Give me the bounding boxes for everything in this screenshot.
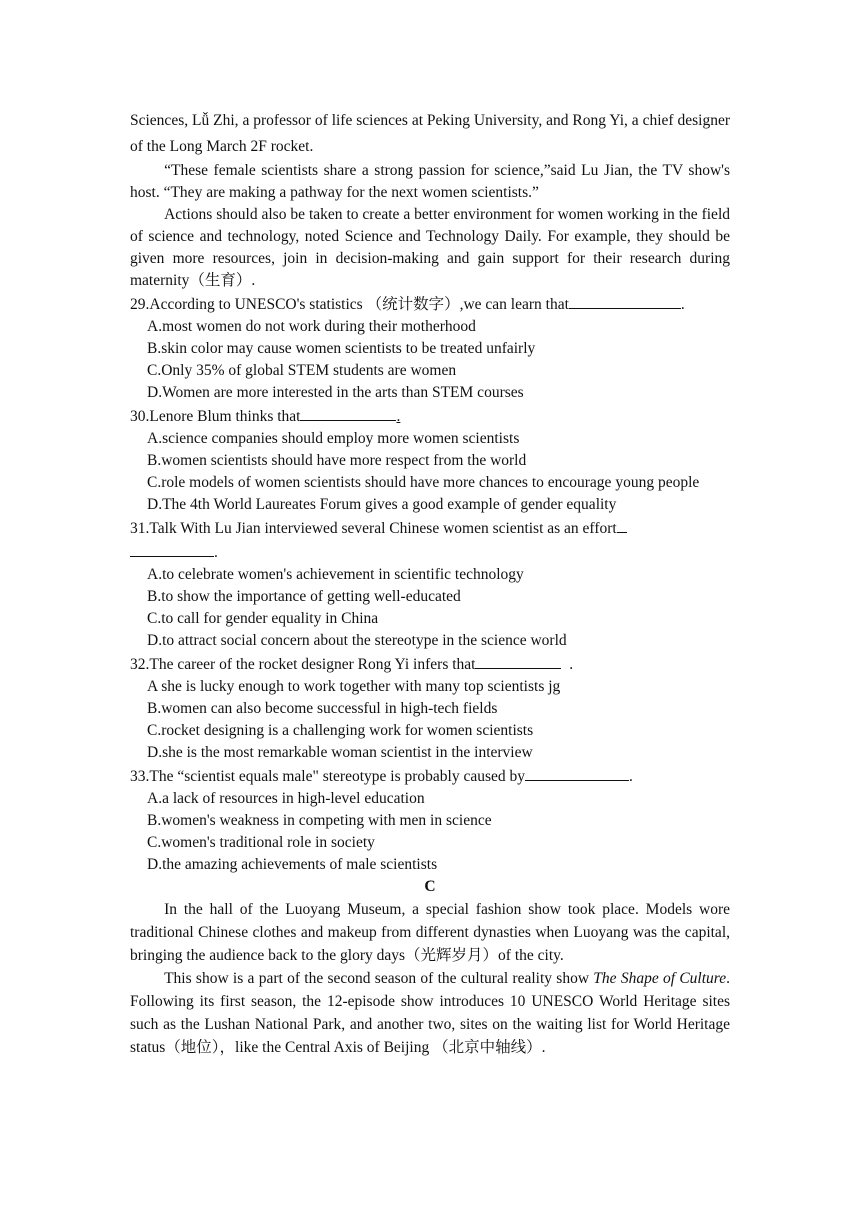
- option-d: D.to attract social concern about the stereotype in the science world: [147, 632, 567, 649]
- question-30: [130, 404, 730, 516]
- paragraph-text: This show is a part of the second season of the cultural reality show: [164, 970, 594, 987]
- option-a: A.science companies should employ more women scientists: [147, 430, 520, 447]
- show-title: The Shape of Culture: [593, 970, 727, 987]
- question-stem: 30.Lenore Blum thinks that: [130, 408, 301, 425]
- question-stem: 32.The career of the rocket designer Rong Yi infers that: [130, 656, 476, 673]
- question-end: .: [214, 544, 218, 561]
- question-end: .: [680, 296, 685, 313]
- question-32: [130, 652, 730, 764]
- answer-blank: [617, 516, 627, 533]
- answer-blank: [300, 404, 396, 421]
- option-a: A.to celebrate women's achievement in scientific technology: [147, 566, 524, 583]
- option-c: C.Only 35% of global STEM students are women: [147, 362, 457, 379]
- question-stem: 29.According to UNESCO's statistics （统计数字）,we can learn that: [130, 296, 569, 313]
- passage-b-paragraph-3: Actions should also be taken to create a better environment for women working in the field of science and technology, noted Science and Technology Daily. For example, they should be given more resources, join in decision-making and gain support for their research during maternity（生育）.: [130, 206, 730, 289]
- question-stem: 33.The “scientist equals male" stereotype is probably caused by: [130, 768, 526, 785]
- passage-c-paragraph-2: [130, 967, 730, 1059]
- question-end: .: [396, 408, 401, 425]
- option-b: B.women scientists should have more respect from the world: [147, 452, 527, 469]
- answer-blank: [475, 652, 561, 669]
- option-a: A.most women do not work during their motherhood: [147, 318, 476, 335]
- question-29: [130, 292, 730, 404]
- option-d: D.the amazing achievements of male scientists: [147, 856, 438, 873]
- option-d: D.Women are more interested in the arts than STEM courses: [147, 384, 524, 401]
- section-heading-c: C: [424, 878, 436, 895]
- option-d: D.The 4th World Laureates Forum gives a good example of gender equality: [147, 496, 617, 513]
- answer-blank: [525, 764, 629, 781]
- option-d: D.she is the most remarkable woman scientist in the interview: [147, 744, 533, 761]
- option-b: B.women's weakness in competing with men in science: [147, 812, 492, 829]
- answer-blank-continued: [130, 540, 214, 557]
- option-c: C.women's traditional role in society: [147, 834, 375, 851]
- passage-b-paragraph-2: “These female scientists share a strong passion for science,”said Lu Jian, the TV show's host. “They are making a pathway for the next women scientists.”: [130, 162, 730, 201]
- option-b: B.women can also become successful in high-tech fields: [147, 700, 498, 717]
- option-b: B.skin color may cause women scientists to be treated unfairly: [147, 340, 536, 357]
- question-33: [130, 764, 730, 876]
- answer-blank: [569, 292, 681, 309]
- document-page: [130, 108, 730, 1059]
- question-stem: 31.Talk With Lu Jian interviewed several Chinese women scientist as an effort: [130, 520, 617, 537]
- option-c: C.to call for gender equality in China: [147, 610, 379, 627]
- question-end: .: [569, 656, 574, 673]
- paragraph-text: . Following its first season, the 12-episode show introduces 10 UNESCO World Heritage sites such as the Lushan National Park, and another two, sites on the waiting list for World Heritage status（地位），like the Central Axis of Beijing （北京中轴线）.: [130, 970, 730, 1056]
- option-a: A.a lack of resources in high-level education: [147, 790, 425, 807]
- option-c: C.role models of women scientists should have more chances to encourage young people: [147, 474, 700, 491]
- question-31: [130, 516, 730, 652]
- passage-c-paragraph-1: In the hall of the Luoyang Museum, a special fashion show took place. Models wore traditional Chinese clothes and makeup from different dynasties when Luoyang was the capital, bringing the audience back to the glory days（光辉岁月）of the city.: [130, 901, 730, 964]
- option-a: A she is lucky enough to work together with many top scientists jg: [147, 678, 561, 695]
- option-b: B.to show the importance of getting well-educated: [147, 588, 461, 605]
- passage-b-paragraph-1: Sciences, Lǚ Zhi, a professor of life sciences at Peking University, and Rong Yi, a chief designer of the Long March 2F rocket.: [130, 112, 730, 155]
- option-c: C.rocket designing is a challenging work for women scientists: [147, 722, 534, 739]
- question-end: .: [629, 768, 633, 785]
